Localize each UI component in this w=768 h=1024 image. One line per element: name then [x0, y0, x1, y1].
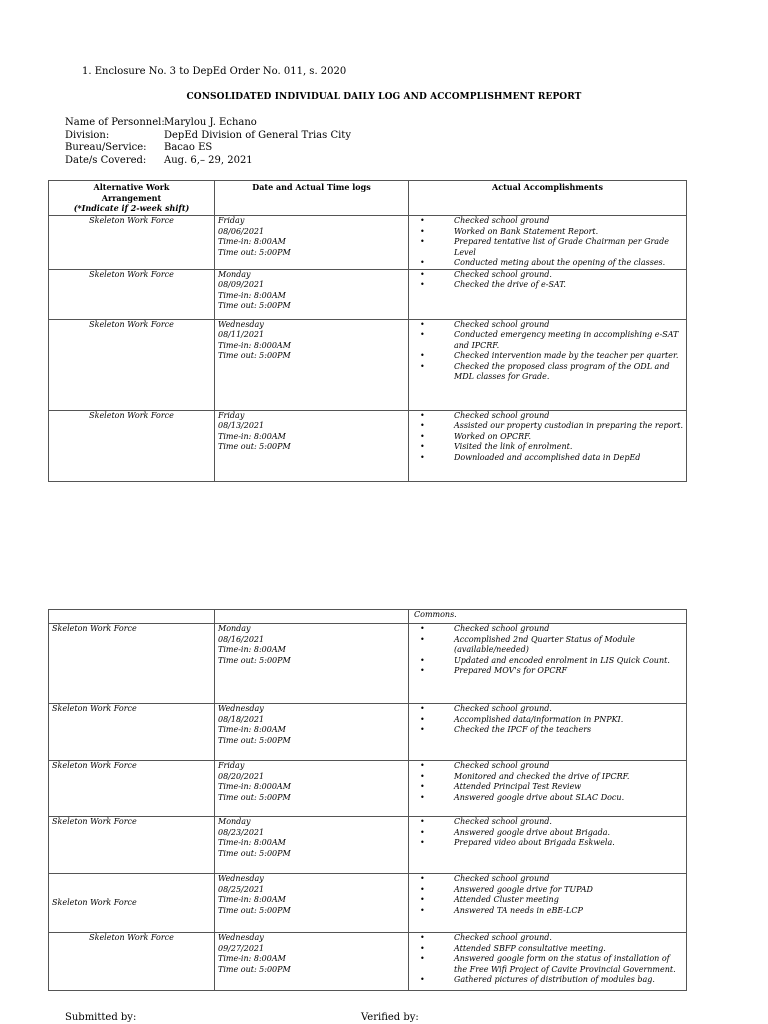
bullet-icon: •: [420, 431, 425, 441]
arrangement-cell: [49, 624, 215, 704]
arrangement-label: Skeleton Work Force: [89, 269, 174, 279]
accomplishment-item: [412, 944, 683, 955]
accomplishment-text: Gathered pictures of distribution of modules bag.: [454, 975, 655, 984]
bullet-icon: •: [420, 269, 425, 279]
log-in: Time-in: 8:00AM: [218, 645, 286, 654]
bullet-icon: •: [420, 258, 425, 267]
table-row: [49, 610, 687, 624]
arrangement-cell: [49, 269, 215, 319]
table-row: [49, 874, 687, 933]
accomplishment-text: Answered google drive about Brigada.: [454, 827, 611, 837]
accomplishment-text: Prepared video about Brigada Eskwela.: [454, 838, 615, 847]
accomplishment-text: Checked the proposed class program of the ODL and MDL classes for Grade.: [454, 361, 670, 381]
log-day: Wednesday: [218, 704, 264, 713]
arrangement-label: Skeleton Work Force: [52, 704, 137, 713]
info-value: Marylou J. Echano: [164, 117, 257, 128]
log-in: Time-in: 8:000AM: [218, 782, 291, 791]
bullet-icon: •: [420, 655, 425, 665]
bullet-icon: •: [420, 817, 425, 826]
header-arrangement-label: Alternative Work Arrangement: [93, 182, 170, 203]
table-row: [49, 704, 687, 761]
accomplishment-item: [412, 715, 683, 726]
accomplishment-text: Checked the IPCF of the teachers: [454, 725, 592, 734]
log-out: Time out: 5:00PM: [218, 351, 291, 360]
accomplishment-text: Answered google form on the status of installation of the Free Wifi Project of Cavite Provincial Government.: [454, 954, 676, 974]
accomplishment-text: Checked school ground.: [454, 817, 552, 826]
header-datetime-label: Date and Actual Time logs: [252, 182, 371, 192]
accomplishment-text: Prepared MOV's for OPCRF: [454, 666, 568, 675]
table-row: [49, 624, 687, 704]
bullet-icon: •: [420, 330, 425, 339]
accomplishment-text: Accomplished data/information in PNPKI.: [454, 714, 624, 724]
accomplishment-item: [412, 895, 683, 906]
accomplishment-text: Accomplished 2nd Quarter Status of Module (available/needed): [454, 634, 635, 654]
bullet-icon: •: [420, 895, 425, 904]
accomplishment-item: [412, 432, 683, 443]
accomplishment-text: Checked school ground: [454, 216, 550, 225]
submitted-by-label: Submitted by:: [65, 1012, 137, 1023]
log-table-page1: [48, 180, 687, 482]
log-day: Friday: [218, 410, 245, 420]
log-in: Time-in: 8:00AM: [218, 290, 286, 300]
accomplishment-text: Attended Principal Test Review: [454, 782, 582, 791]
info-row-bureau: [65, 142, 351, 155]
log-day: Friday: [218, 216, 245, 225]
log-in: Time-in: 8:00AM: [218, 954, 286, 963]
info-row-name: [65, 117, 351, 130]
accomplishment-item: [412, 227, 683, 238]
arrangement-cell: [49, 216, 215, 270]
accomplishment-cell: [409, 817, 687, 874]
bullet-icon: •: [420, 704, 425, 713]
accomplishment-text: Updated and encoded enrolment in LIS Quick Count.: [454, 655, 670, 665]
continuation-text: Commons.: [414, 610, 457, 619]
info-value: Aug. 6,– 29, 2021: [164, 154, 253, 166]
personnel-info: [65, 117, 351, 167]
bullet-icon: •: [420, 280, 425, 289]
log-day: Wednesday: [218, 933, 264, 942]
log-out: Time out: 5:00PM: [218, 655, 291, 665]
log-day: Wednesday: [218, 874, 264, 883]
arrangement-label: Skeleton Work Force: [89, 410, 174, 420]
log-date: 09/27/2021: [218, 943, 265, 953]
accomplishment-item: [412, 906, 683, 917]
accomplishment-text: Attended Cluster meeting: [454, 895, 559, 904]
bullet-icon: •: [420, 827, 425, 837]
log-out: Time out: 5:00PM: [218, 247, 291, 257]
bullet-icon: •: [420, 351, 425, 360]
accomplishment-text: Attended SBFP consultative meeting.: [454, 943, 606, 953]
table-row: [49, 216, 687, 270]
bullet-icon: •: [420, 838, 425, 847]
accomplishment-text: Checked intervention made by the teacher per quarter.: [454, 351, 679, 360]
accomplishment-text: Visited the link of enrolment.: [454, 442, 573, 451]
accomplishment-cell: [409, 216, 687, 270]
log-date: 08/06/2021: [218, 226, 265, 236]
accomplishment-item: [412, 411, 683, 422]
datetime-cell: [215, 269, 409, 319]
table-row: [49, 761, 687, 817]
accomplishment-text: Worked on Bank Statement Report.: [454, 226, 599, 236]
bullet-icon: •: [420, 452, 425, 462]
log-in: Time-in: 8:00AM: [218, 725, 286, 734]
accomplishment-item: [412, 258, 683, 269]
bullet-icon: •: [420, 792, 425, 802]
arrangement-label: Skeleton Work Force: [89, 933, 174, 942]
log-date: 08/16/2021: [218, 634, 265, 644]
accomplishment-item: [412, 320, 683, 331]
arrangement-label: Skeleton Work Force: [52, 761, 137, 770]
accomplishment-item: [412, 954, 683, 975]
report-title: CONSOLIDATED INDIVIDUAL DAILY LOG AND ACCOMPLISHMENT REPORT: [186, 92, 582, 102]
log-date: 08/18/2021: [218, 714, 265, 724]
bullet-icon: •: [420, 771, 425, 781]
accomplishment-item: [412, 666, 683, 677]
bullet-icon: •: [420, 319, 425, 329]
arrangement-cell: [49, 817, 215, 874]
info-label: Bureau/Service:: [65, 142, 147, 153]
accomplishment-text: Checked school ground: [454, 319, 550, 329]
bullet-icon: •: [420, 874, 425, 883]
info-value: Bacao ES: [164, 142, 213, 153]
log-date: 08/20/2021: [218, 771, 265, 781]
accomplishment-cell: [409, 319, 687, 410]
bullet-icon: •: [420, 666, 425, 675]
header-arrangement-note: (*Indicate if 2-week shift): [73, 203, 190, 213]
accomplishment-item: [412, 656, 683, 667]
arrangement-label: Skeleton Work Force: [52, 624, 137, 633]
accomplishment-text: Conducted meting about the opening of the classes.: [454, 258, 666, 267]
datetime-cell: [215, 874, 409, 933]
log-date: 08/25/2021: [218, 884, 265, 894]
bullet-icon: •: [420, 954, 425, 963]
datetime-cell: [215, 319, 409, 410]
accomplishment-item: [412, 216, 683, 227]
log-date: 08/11/2021: [218, 330, 265, 339]
log-day: Monday: [218, 269, 251, 279]
log-in: Time-in: 8:00AM: [218, 237, 286, 246]
accomplishment-text: Worked on OPCRF.: [454, 431, 532, 441]
accomplishment-item: [412, 874, 683, 885]
accomplishment-item: [412, 793, 683, 804]
log-out: Time out: 5:00PM: [218, 905, 291, 915]
accomplishment-item: [412, 828, 683, 839]
log-out: Time out: 5:00PM: [218, 848, 291, 858]
bullet-icon: •: [420, 943, 425, 953]
datetime-cell: [215, 624, 409, 704]
accomplishment-item: [412, 280, 683, 291]
log-date: 08/23/2021: [218, 827, 265, 837]
header-arrangement: [49, 181, 215, 216]
log-out: Time out: 5:00PM: [218, 735, 291, 745]
accomplishment-text: Checked school ground: [454, 410, 550, 420]
datetime-cell: [215, 216, 409, 270]
arrangement-cell: [49, 874, 215, 933]
arrangement-cell: [49, 933, 215, 991]
accomplishment-text: Checked the drive of e-SAT.: [454, 280, 566, 289]
accomplishment-text: Checked school ground: [454, 624, 550, 633]
bullet-icon: •: [420, 361, 425, 371]
accomplishment-item: [412, 351, 683, 362]
accomplishment-item: [412, 725, 683, 736]
bullet-icon: •: [420, 905, 425, 915]
bullet-icon: •: [420, 421, 425, 430]
log-table-page2: [48, 609, 687, 991]
bullet-icon: •: [420, 975, 425, 984]
log-day: Wednesday: [218, 319, 264, 329]
accomplishment-cell: [409, 624, 687, 704]
bullet-icon: •: [420, 761, 425, 770]
accomplishment-text: Checked school ground: [454, 761, 550, 770]
info-label: Division:: [65, 129, 110, 141]
table-row: [49, 933, 687, 991]
accomplishment-text: Assisted our property custodian in preparing the report.: [454, 421, 683, 430]
accomplishment-cell: [409, 874, 687, 933]
accomplishment-item: [412, 421, 683, 432]
arrangement-cell: [49, 410, 215, 481]
arrangement-label: Skeleton Work Force: [89, 319, 174, 329]
table-row: [49, 410, 687, 481]
accomplishment-item: [412, 270, 683, 281]
accomplishment-item: [412, 817, 683, 828]
accomplishment-item: [412, 453, 683, 464]
bullet-icon: •: [420, 237, 425, 246]
bullet-icon: •: [420, 634, 425, 644]
info-row-dates: [65, 155, 351, 168]
log-date: 08/13/2021: [218, 421, 265, 430]
info-label: Date/s Covered:: [65, 154, 147, 166]
accomplishment-text: Checked school ground.: [454, 269, 552, 279]
arrangement-cell: [49, 704, 215, 761]
accomplishment-text: Answered google drive about SLAC Docu.: [454, 792, 625, 802]
accomplishment-item: [412, 885, 683, 896]
accomplishment-item: [412, 330, 683, 351]
datetime-cell: [215, 704, 409, 761]
log-date: 08/09/2021: [218, 280, 265, 289]
info-value: DepEd Division of General Trias City: [164, 129, 351, 141]
log-out: Time out: 5:00PM: [218, 964, 291, 974]
accomplishment-text: Checked school ground: [454, 874, 550, 883]
accomplishment-text: Checked school ground.: [454, 933, 552, 942]
bullet-icon: •: [420, 933, 425, 942]
table-header-row: [49, 181, 687, 216]
log-in: Time-in: 8:00AM: [218, 431, 286, 441]
log-day: Monday: [218, 817, 251, 826]
log-out: Time out: 5:00PM: [218, 442, 291, 451]
accomplishment-item: [412, 761, 683, 772]
header-accomplishments-label: Actual Accomplishments: [492, 182, 603, 192]
bullet-icon: •: [420, 216, 425, 225]
accomplishment-item: [412, 975, 683, 986]
verified-by-label: Verified by:: [361, 1012, 419, 1023]
accomplishment-text: Conducted emergency meeting in accomplishing e-SAT and IPCRF.: [454, 330, 679, 350]
header-accomplishments: [409, 181, 687, 216]
header-datetime: [215, 181, 409, 216]
accomplishment-item: [412, 237, 683, 258]
accomplishment-item: [412, 772, 683, 783]
accomplishment-text: Monitored and checked the drive of IPCRF.: [454, 771, 630, 781]
log-day: Friday: [218, 761, 245, 770]
log-day: Monday: [218, 624, 251, 633]
accomplishment-item: [412, 782, 683, 793]
datetime-cell: [215, 933, 409, 991]
datetime-cell: [215, 817, 409, 874]
table-row: [49, 319, 687, 410]
accomplishment-text: Checked school ground.: [454, 704, 552, 713]
bullet-icon: •: [420, 782, 425, 791]
arrangement-cell: [49, 761, 215, 817]
bullet-icon: •: [420, 624, 425, 633]
table-row: [49, 269, 687, 319]
arrangement-cell: [49, 610, 215, 624]
bullet-icon: •: [420, 410, 425, 420]
accomplishment-item: [412, 624, 683, 635]
accomplishment-cell: [409, 269, 687, 319]
log-in: Time-in: 8:00AM: [218, 838, 286, 847]
bullet-icon: •: [420, 226, 425, 236]
arrangement-cell: [49, 319, 215, 410]
datetime-cell: [215, 610, 409, 624]
accomplishment-cell: [409, 704, 687, 761]
accomplishment-item: [412, 442, 683, 453]
accomplishment-item: [412, 933, 683, 944]
accomplishment-text: Answered google drive for TUPAD: [454, 884, 593, 894]
accomplishment-cell: [409, 410, 687, 481]
info-row-division: [65, 130, 351, 143]
arrangement-label: Skeleton Work Force: [52, 897, 137, 907]
bullet-icon: •: [420, 884, 425, 894]
accomplishment-text: Answered TA needs in eBE-LCP: [454, 905, 583, 915]
accomplishment-cell: [409, 933, 687, 991]
log-in: Time-in: 8:00AM: [218, 895, 286, 904]
datetime-cell: [215, 410, 409, 481]
arrangement-label: Skeleton Work Force: [52, 817, 137, 826]
accomplishment-cell: [409, 761, 687, 817]
bullet-icon: •: [420, 714, 425, 724]
log-out: Time out: 5:00PM: [218, 301, 291, 310]
bullet-icon: •: [420, 442, 425, 451]
bullet-icon: •: [420, 725, 425, 734]
datetime-cell: [215, 761, 409, 817]
table-row: [49, 817, 687, 874]
accomplishment-text: Prepared tentative list of Grade Chairman per Grade Level: [454, 237, 669, 257]
arrangement-label: Skeleton Work Force: [89, 216, 174, 225]
accomplishment-item: [412, 704, 683, 715]
accomplishment-item: [412, 635, 683, 656]
accomplishment-cell: [409, 610, 687, 624]
accomplishment-item: [412, 838, 683, 849]
accomplishment-text: Downloaded and accomplished data in DepEd: [454, 452, 641, 462]
accomplishment-item: [412, 362, 683, 383]
enclosure-line: 1. Enclosure No. 3 to DepEd Order No. 011, s. 2020: [82, 66, 347, 77]
info-label: Name of Personnel:: [65, 117, 165, 128]
log-out: Time out: 5:00PM: [218, 792, 291, 802]
log-in: Time-in: 8:000AM: [218, 340, 291, 350]
